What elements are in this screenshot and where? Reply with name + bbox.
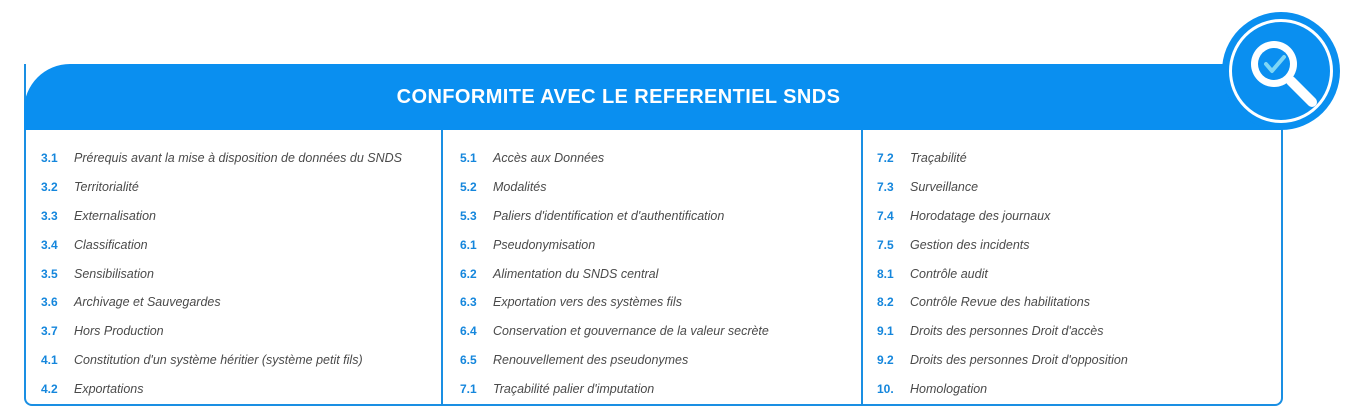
requirement-number: 6.4 (460, 324, 477, 339)
requirement-number: 9.2 (877, 352, 894, 367)
requirement-label: Horodatage des journaux (910, 208, 1051, 223)
requirement-label: Conservation et gouvernance de la valeur secrète (493, 324, 769, 339)
requirement-label: Surveillance (910, 180, 979, 195)
requirement-item (460, 173, 861, 202)
requirement-number: 5.1 (460, 151, 477, 166)
requirement-number: 6.3 (460, 295, 477, 310)
requirement-label: Droits des personnes Droit d'opposition (910, 352, 1128, 367)
requirement-number: 6.5 (460, 352, 477, 367)
requirement-item (41, 173, 441, 202)
requirement-item (877, 317, 1283, 346)
column-3 (863, 130, 1283, 406)
requirement-label: Exportations (74, 381, 144, 396)
requirement-label: Sensibilisation (74, 266, 154, 281)
requirements-grid (24, 130, 1283, 406)
requirement-number: 3.7 (41, 324, 58, 339)
requirement-item (460, 144, 861, 173)
column-1 (24, 130, 443, 406)
requirement-item (41, 346, 441, 375)
title-banner (24, 64, 1283, 130)
requirement-label: Pseudonymisation (493, 237, 596, 252)
requirement-item (877, 144, 1283, 173)
requirement-item (877, 202, 1283, 231)
requirement-label: Traçabilité (910, 151, 967, 166)
requirement-label: Renouvellement des pseudonymes (493, 352, 689, 367)
requirement-number: 3.6 (41, 295, 58, 310)
requirement-number: 3.3 (41, 208, 58, 223)
requirement-label: Paliers d'identification et d'authentification (493, 208, 725, 223)
requirement-item (41, 202, 441, 231)
requirement-label: Modalités (493, 180, 547, 195)
requirement-label: Externalisation (74, 208, 156, 223)
requirement-label: Accès aux Données (493, 151, 605, 166)
requirement-label: Traçabilité palier d'imputation (493, 381, 655, 396)
requirement-label: Constitution d'un système héritier (système petit fils) (74, 352, 363, 367)
requirement-number: 5.3 (460, 208, 477, 223)
requirement-item (460, 230, 861, 259)
requirement-item (877, 288, 1283, 317)
requirement-item (41, 259, 441, 288)
requirement-item (877, 374, 1283, 403)
requirement-item (41, 374, 441, 403)
requirement-label: Contrôle Revue des habilitations (910, 295, 1090, 310)
requirement-item (460, 346, 861, 375)
column-2 (443, 130, 863, 406)
requirement-label: Gestion des incidents (910, 237, 1030, 252)
requirement-number: 5.2 (460, 180, 477, 195)
search-check-badge (1222, 12, 1340, 130)
requirement-number: 6.2 (460, 266, 477, 281)
requirement-item (460, 288, 861, 317)
requirement-item (41, 317, 441, 346)
requirement-item (877, 346, 1283, 375)
requirement-number: 4.1 (41, 352, 58, 367)
requirement-item (877, 173, 1283, 202)
requirement-number: 10. (877, 381, 894, 396)
requirement-item (41, 230, 441, 259)
requirement-number: 3.4 (41, 237, 58, 252)
requirement-number: 3.5 (41, 266, 58, 281)
requirement-item (460, 374, 861, 403)
requirement-number: 3.1 (41, 151, 58, 166)
requirement-number: 7.2 (877, 151, 894, 166)
requirement-number: 7.1 (460, 381, 477, 396)
requirement-label: Territorialité (74, 180, 139, 195)
requirement-label: Alimentation du SNDS central (493, 266, 659, 281)
requirement-label: Prérequis avant la mise à disposition de données du SNDS (74, 151, 402, 166)
requirement-label: Hors Production (74, 324, 164, 339)
requirement-item (41, 288, 441, 317)
requirement-number: 8.2 (877, 295, 894, 310)
requirement-number: 3.2 (41, 180, 58, 195)
requirement-item (41, 144, 441, 173)
requirement-number: 9.1 (877, 324, 894, 339)
requirement-number: 7.4 (877, 208, 894, 223)
requirement-item (877, 259, 1283, 288)
requirement-label: Archivage et Sauvegardes (74, 295, 221, 310)
requirement-label: Contrôle audit (910, 266, 988, 281)
requirement-item (460, 317, 861, 346)
requirement-number: 8.1 (877, 266, 894, 281)
requirement-item (460, 259, 861, 288)
magnifier-check-icon (1222, 12, 1340, 130)
requirement-number: 4.2 (41, 381, 58, 396)
requirement-item (460, 202, 861, 231)
requirement-label: Homologation (910, 381, 988, 396)
banner-title: CONFORMITE AVEC LE REFERENTIEL SNDS (396, 85, 841, 108)
requirement-label: Droits des personnes Droit d'accès (910, 324, 1104, 339)
requirement-item (877, 230, 1283, 259)
requirement-number: 6.1 (460, 237, 477, 252)
requirement-number: 7.5 (877, 237, 894, 252)
requirement-number: 7.3 (877, 180, 894, 195)
requirement-label: Classification (74, 237, 148, 252)
requirement-label: Exportation vers des systèmes fils (493, 295, 682, 310)
